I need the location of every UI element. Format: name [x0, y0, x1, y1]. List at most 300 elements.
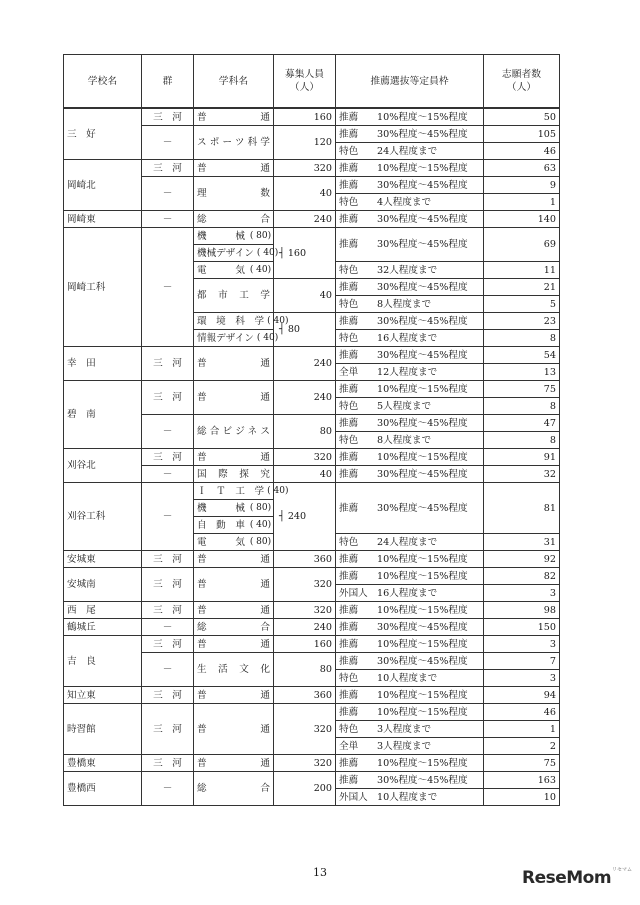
selection-cell [336, 330, 484, 347]
dept-name: 自 動 車 [197, 519, 245, 531]
school-name: 西 尾 [64, 602, 142, 619]
dept-cell [194, 330, 279, 347]
applicants-cell: 3 [484, 585, 560, 602]
selection-type: 推薦 [339, 281, 359, 293]
selection-type: 推薦 [339, 162, 359, 174]
selection-type: 推薦 [339, 706, 359, 718]
dept-name: 普 通 [197, 451, 270, 463]
applicants-cell: 81 [484, 483, 560, 534]
selection-range: 8人程度まで [377, 298, 432, 310]
selection-type: 推薦 [339, 502, 359, 514]
table-row [64, 108, 560, 126]
group-cell: 三 河 [142, 636, 194, 653]
selection-cell [336, 262, 484, 279]
selection-type: 推薦 [339, 179, 359, 191]
selection-range: 24人程度まで [377, 536, 438, 548]
group-cell: － [142, 211, 194, 228]
header-row [64, 55, 560, 109]
applicants-cell: 54 [484, 347, 560, 364]
dept-cell [194, 279, 274, 313]
capacity-cell: 40 [274, 177, 336, 211]
capacity-cell: 240 [274, 381, 336, 415]
selection-cell [336, 432, 484, 449]
dept-name: 電 気 [197, 536, 245, 548]
selection-type: 推薦 [339, 757, 359, 769]
selection-range: 30%程度～45%程度 [377, 655, 468, 667]
applicants-cell: 94 [484, 687, 560, 704]
group-cell: － [142, 415, 194, 449]
capacity-cell: 320 [274, 449, 336, 466]
capacity-cell: 320 [274, 602, 336, 619]
applicants-cell: 8 [484, 330, 560, 347]
selection-cell [336, 108, 484, 126]
applicants-cell: 1 [484, 194, 560, 211]
dept-name: 普 通 [197, 358, 270, 369]
group-cell: 三 河 [142, 160, 194, 177]
dept-name: 総合ビジネス [197, 426, 270, 437]
dept-name: 普 通 [197, 689, 270, 701]
table-row [64, 636, 560, 653]
dept-cell [194, 636, 274, 653]
selection-cell [336, 738, 484, 755]
capacity-cell: 240 [274, 347, 336, 381]
selection-range: 10%程度～15%程度 [377, 553, 468, 565]
capacity-cell-bracket [274, 228, 336, 279]
selection-type: 推薦 [339, 451, 359, 463]
selection-type: 推薦 [339, 570, 359, 582]
selection-range: 10%程度～15%程度 [377, 604, 468, 616]
selection-cell [336, 687, 484, 704]
table-row [64, 160, 560, 177]
selection-type: 特色 [339, 264, 359, 276]
dept-name: 普 通 [197, 579, 270, 590]
selection-type: 特色 [339, 723, 359, 735]
applicants-cell: 9 [484, 177, 560, 194]
selection-cell [336, 636, 484, 653]
group-cell: 三 河 [142, 704, 194, 755]
applicants-cell: 8 [484, 398, 560, 415]
group-cell: － [142, 126, 194, 160]
applicants-cell: 46 [484, 704, 560, 721]
selection-type: 特色 [339, 332, 359, 344]
dept-name: 生 活 文 化 [197, 664, 270, 675]
bracket-capacity: ┤ 240 [279, 511, 307, 522]
dept-name: Ｉ Ｔ 工 学 [197, 485, 265, 497]
dept-name: 情報デザイン [197, 332, 254, 344]
capacity-cell: 40 [274, 466, 336, 483]
group-cell: － [142, 772, 194, 806]
dept-cell [194, 313, 289, 330]
capacity-cell: 120 [274, 126, 336, 160]
selection-range: 4人程度まで [377, 196, 432, 208]
selection-range: 10%程度～15%程度 [377, 451, 468, 463]
applicants-cell: 69 [484, 228, 560, 262]
selection-range: 3人程度まで [377, 723, 432, 735]
selection-range: 30%程度～45%程度 [377, 213, 468, 225]
group-cell: － [142, 483, 194, 551]
applicants-cell: 3 [484, 670, 560, 687]
resemom-logo-sub: リセマム [612, 867, 632, 873]
dept-cell [194, 619, 274, 636]
dept-cell [194, 500, 274, 517]
dept-cell [194, 262, 274, 279]
dept-name: スポーツ科学 [197, 137, 270, 148]
selection-type: 推薦 [339, 417, 359, 429]
selection-range: 10%程度～15%程度 [377, 757, 468, 769]
applicants-cell: 75 [484, 381, 560, 398]
selection-type: 全単 [339, 740, 359, 752]
applicants-cell: 91 [484, 449, 560, 466]
selection-range: 10%程度～15%程度 [377, 383, 468, 395]
selection-cell [336, 449, 484, 466]
group-cell: 三 河 [142, 449, 194, 466]
school-name: 豊橋東 [64, 755, 142, 772]
applicants-cell: 7 [484, 653, 560, 670]
capacity-cell: 240 [274, 211, 336, 228]
sub-capacity: ( 40) [256, 247, 279, 258]
applicants-cell: 46 [484, 143, 560, 160]
table-body [64, 108, 560, 806]
selection-range: 12人程度まで [377, 366, 438, 378]
selection-range: 10%程度～15%程度 [377, 638, 468, 650]
selection-cell [336, 534, 484, 551]
selection-range: 10%程度～15%程度 [377, 706, 468, 718]
capacity-cell: 40 [274, 279, 336, 313]
selection-range: 10人程度まで [377, 791, 438, 803]
selection-cell [336, 211, 484, 228]
selection-type: 推薦 [339, 689, 359, 701]
applicants-cell: 75 [484, 755, 560, 772]
selection-type: 推薦 [339, 468, 359, 480]
selection-cell [336, 772, 484, 789]
table-row [64, 483, 560, 500]
selection-type: 推薦 [339, 638, 359, 650]
selection-type: 外国人 [339, 587, 368, 599]
applicants-cell: 8 [484, 432, 560, 449]
school-name: 幸 田 [64, 347, 142, 381]
admissions-table [63, 54, 560, 806]
selection-range: 30%程度～45%程度 [377, 179, 468, 191]
group-cell: 三 河 [142, 551, 194, 568]
dept-name: 普 通 [197, 757, 270, 769]
header-group: 群 [142, 55, 194, 109]
header-dept: 学科名 [194, 55, 274, 109]
applicants-cell: 2 [484, 738, 560, 755]
dept-name: 総 合 [197, 621, 270, 633]
sub-capacity: ( 40) [249, 519, 272, 530]
selection-type: 推薦 [339, 128, 359, 140]
school-name: 刈谷工科 [64, 483, 142, 551]
table-row [64, 772, 560, 789]
selection-type: 推薦 [339, 213, 359, 225]
selection-cell [336, 279, 484, 296]
applicants-cell: 92 [484, 551, 560, 568]
applicants-cell: 63 [484, 160, 560, 177]
group-cell: － [142, 466, 194, 483]
dept-cell [194, 687, 274, 704]
dept-cell [194, 772, 274, 806]
sub-capacity: ( 80) [249, 536, 272, 547]
selection-range: 30%程度～45%程度 [377, 239, 468, 250]
table-row [64, 755, 560, 772]
dept-cell [194, 245, 279, 262]
selection-range: 30%程度～45%程度 [377, 128, 468, 140]
dept-name: 総 合 [197, 783, 270, 794]
school-name: 吉 良 [64, 636, 142, 687]
selection-range: 5人程度まで [377, 400, 432, 412]
selection-type: 特色 [339, 536, 359, 548]
dept-cell [194, 653, 274, 687]
group-cell: － [142, 653, 194, 687]
group-cell: 三 河 [142, 755, 194, 772]
school-name: 三 好 [64, 108, 142, 160]
selection-type: 推薦 [339, 239, 359, 250]
selection-type: 特色 [339, 434, 359, 446]
selection-type: 推薦 [339, 604, 359, 616]
dept-cell [194, 568, 274, 602]
selection-range: 32人程度まで [377, 264, 438, 276]
selection-type: 推薦 [339, 553, 359, 565]
header-capacity: 募集人員（人） [274, 55, 336, 109]
sub-capacity: ( 40) [267, 315, 289, 326]
selection-cell [336, 415, 484, 432]
capacity-cell: 320 [274, 755, 336, 772]
dept-name: 普 通 [197, 111, 270, 123]
school-name: 碧 南 [64, 381, 142, 449]
dept-name: 普 通 [197, 553, 270, 565]
school-name: 安城南 [64, 568, 142, 602]
group-cell: － [142, 177, 194, 211]
dept-name: 普 通 [197, 604, 270, 616]
dept-name: 機械デザイン [197, 247, 254, 259]
selection-type: 特色 [339, 196, 359, 208]
table-row [64, 704, 560, 721]
sub-capacity: ( 40) [256, 332, 279, 343]
dept-cell [194, 108, 274, 126]
school-name: 時習館 [64, 704, 142, 755]
dept-cell [194, 177, 274, 211]
table-row [64, 381, 560, 398]
selection-range: 30%程度～45%程度 [377, 349, 468, 361]
dept-name: 普 通 [197, 638, 270, 650]
dept-cell [194, 602, 274, 619]
capacity-cell: 200 [274, 772, 336, 806]
group-cell: － [142, 619, 194, 636]
dept-name: 総 合 [197, 213, 270, 225]
selection-cell [336, 585, 484, 602]
dept-name: 電 気 [197, 264, 245, 276]
selection-type: 全単 [339, 366, 359, 378]
capacity-cell: 360 [274, 551, 336, 568]
selection-cell [336, 398, 484, 415]
table-row [64, 347, 560, 364]
group-cell: － [142, 228, 194, 347]
school-name: 鶴城丘 [64, 619, 142, 636]
capacity-cell: 320 [274, 704, 336, 755]
dept-name: 国 際 探 究 [197, 468, 270, 480]
dept-cell [194, 704, 274, 755]
selection-type: 推薦 [339, 383, 359, 395]
selection-type: 推薦 [339, 315, 359, 327]
selection-cell [336, 670, 484, 687]
selection-cell [336, 568, 484, 585]
group-cell: 三 河 [142, 347, 194, 381]
dept-name: 普 通 [197, 723, 270, 735]
selection-cell [336, 296, 484, 313]
dept-name: 機 械 [197, 502, 245, 514]
selection-cell [336, 177, 484, 194]
school-name: 岡崎工科 [64, 228, 142, 347]
applicants-cell: 82 [484, 568, 560, 585]
applicants-cell: 50 [484, 108, 560, 126]
bracket-capacity: ┤ 80 [279, 324, 301, 335]
applicants-cell: 3 [484, 636, 560, 653]
dept-cell [194, 534, 274, 551]
selection-cell [336, 551, 484, 568]
table-row [64, 568, 560, 585]
selection-cell [336, 602, 484, 619]
selection-range: 3人程度まで [377, 740, 432, 752]
selection-cell [336, 483, 484, 534]
selection-range: 8人程度まで [377, 434, 432, 446]
sub-capacity: ( 40) [249, 264, 272, 275]
applicants-cell: 31 [484, 534, 560, 551]
dept-cell [194, 551, 274, 568]
dept-name: 機 械 [197, 230, 245, 242]
applicants-cell: 105 [484, 126, 560, 143]
group-cell: 三 河 [142, 108, 194, 126]
selection-range: 10%程度～15%程度 [377, 689, 468, 701]
selection-cell [336, 160, 484, 177]
selection-range: 10人程度まで [377, 672, 438, 684]
sub-capacity: ( 80) [249, 502, 272, 513]
dept-cell [194, 228, 274, 245]
capacity-cell: 160 [274, 636, 336, 653]
selection-type: 特色 [339, 400, 359, 412]
applicants-cell: 11 [484, 262, 560, 279]
applicants-cell: 23 [484, 313, 560, 330]
page-number: 13 [313, 866, 327, 879]
table-row [64, 602, 560, 619]
group-cell: 三 河 [142, 687, 194, 704]
applicants-cell: 5 [484, 296, 560, 313]
applicants-cell: 32 [484, 466, 560, 483]
capacity-cell: 160 [274, 108, 336, 126]
dept-cell [194, 160, 274, 177]
dept-name: 環 境 科 学 [197, 315, 265, 327]
selection-type: 特色 [339, 145, 359, 157]
selection-range: 10%程度～15%程度 [377, 162, 468, 174]
selection-cell [336, 313, 484, 330]
selection-range: 30%程度～45%程度 [377, 417, 468, 429]
school-name: 岡崎東 [64, 211, 142, 228]
selection-range: 16人程度まで [377, 332, 438, 344]
selection-cell [336, 789, 484, 806]
selection-cell [336, 466, 484, 483]
applicants-cell: 150 [484, 619, 560, 636]
selection-type: 推薦 [339, 655, 359, 667]
selection-cell [336, 143, 484, 160]
capacity-cell: 80 [274, 415, 336, 449]
selection-cell [336, 619, 484, 636]
school-name: 安城東 [64, 551, 142, 568]
selection-range: 30%程度～45%程度 [377, 502, 468, 514]
table-row [64, 211, 560, 228]
school-name: 知立東 [64, 687, 142, 704]
selection-range: 16人程度まで [377, 587, 438, 599]
selection-type: 外国人 [339, 791, 368, 803]
header-school: 学校名 [64, 55, 142, 109]
dept-cell [194, 517, 274, 534]
dept-cell [194, 466, 274, 483]
selection-range: 10%程度～15%程度 [377, 111, 468, 123]
dept-cell [194, 347, 274, 381]
group-cell: 三 河 [142, 568, 194, 602]
selection-type: 推薦 [339, 621, 359, 633]
capacity-cell: 80 [274, 653, 336, 687]
bracket-capacity: ┤ 160 [279, 247, 307, 259]
dept-name: 都 市 工 学 [197, 290, 270, 301]
selection-type: 特色 [339, 672, 359, 684]
applicants-cell: 98 [484, 602, 560, 619]
capacity-cell: 360 [274, 687, 336, 704]
header-selection: 推薦選抜等定員枠 [336, 55, 484, 109]
selection-cell [336, 347, 484, 364]
selection-range: 30%程度～45%程度 [377, 621, 468, 633]
dept-cell [194, 126, 274, 160]
selection-range: 30%程度～45%程度 [377, 468, 468, 480]
header-applicants: 志願者数（人） [484, 55, 560, 109]
selection-type: 推薦 [339, 111, 359, 123]
selection-cell [336, 381, 484, 398]
selection-type: 推薦 [339, 349, 359, 361]
dept-cell [194, 755, 274, 772]
selection-cell [336, 653, 484, 670]
applicants-cell: 1 [484, 721, 560, 738]
table-row [64, 619, 560, 636]
resemom-logo: ReseMom [522, 868, 612, 888]
school-name: 豊橋西 [64, 772, 142, 806]
capacity-cell: 240 [274, 619, 336, 636]
dept-cell [194, 449, 274, 466]
dept-name: 普 通 [197, 162, 270, 174]
group-cell: 三 河 [142, 381, 194, 415]
dept-cell [194, 211, 274, 228]
applicants-cell: 13 [484, 364, 560, 381]
selection-range: 10%程度～15%程度 [377, 570, 468, 582]
sub-capacity: ( 80) [249, 230, 272, 241]
selection-type: 推薦 [339, 774, 359, 786]
applicants-cell: 140 [484, 211, 560, 228]
table-row [64, 228, 560, 245]
applicants-cell: 47 [484, 415, 560, 432]
selection-cell [336, 755, 484, 772]
selection-cell [336, 364, 484, 381]
selection-cell [336, 721, 484, 738]
sub-capacity: ( 40) [267, 485, 289, 496]
applicants-cell: 10 [484, 789, 560, 806]
table-row [64, 687, 560, 704]
capacity-cell: 320 [274, 160, 336, 177]
capacity-cell: 320 [274, 568, 336, 602]
selection-cell [336, 228, 484, 262]
applicants-cell: 163 [484, 772, 560, 789]
selection-cell [336, 126, 484, 143]
school-name: 刈谷北 [64, 449, 142, 483]
selection-cell [336, 194, 484, 211]
table-row [64, 449, 560, 466]
selection-range: 30%程度～45%程度 [377, 281, 468, 293]
